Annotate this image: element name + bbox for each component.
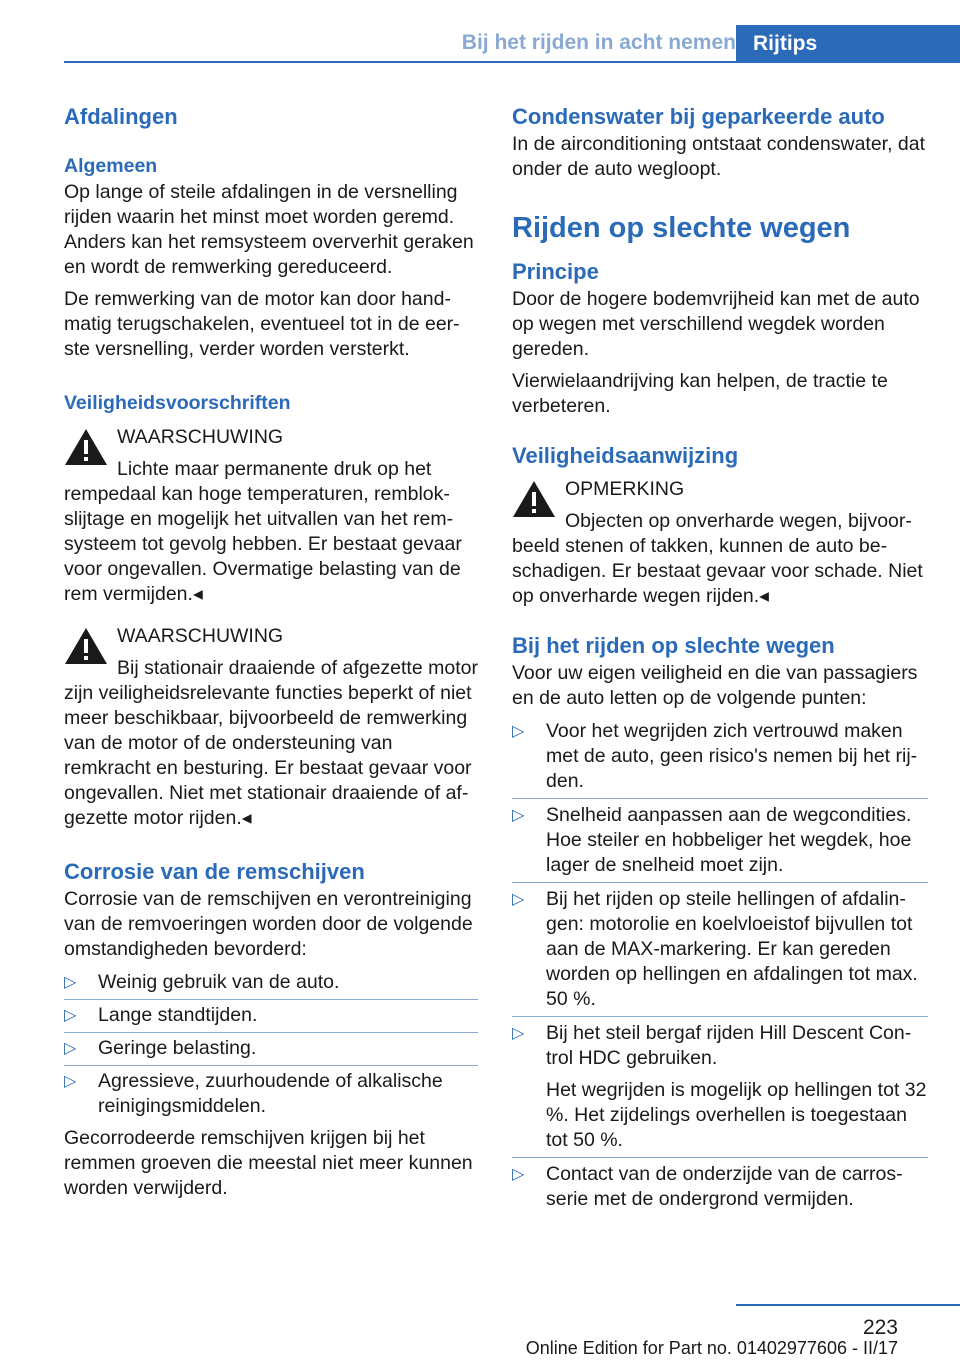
note-box [512,477,928,609]
algemeen-paragraph-1: Op lange of steile afdalingen in de versnelling rijden waarin het minst moet worden geremd. Anders kan het remsysteem oververhit geraken en wordt de remwerking gereduceerd. [64,181,474,278]
slechte-wegen-heading: Rijden op slechte wegen [512,212,851,244]
principe-paragraph-1: Door de hogere bodemvrijheid kan met de auto op wegen met verschillend wegdek worden gereden. [512,288,920,360]
list-item: ▷ Snelheid aanpassen aan de wegcondities. Hoe steiler en hobbeliger het wegdek, hoe lager de snelheid moet zijn. [512,803,928,878]
bullet-triangle-icon: ▷ [512,807,525,824]
list-item: ▷ Agressieve, zuurhoudende of alkalische reinigingsmiddelen. [64,1070,443,1117]
list-item: ▷ Contact van de onderzijde van de carrosserie met de ondergrond vermijden. [512,1163,903,1210]
header-section-title: Bij het rijden in acht nemen [461,31,736,54]
corrosie-paragraph-1: Corrosie van de remschijven en verontreiniging van de remvoeringen worden door de volgende omstandigheden bevorderd: [64,888,473,960]
bij-het-rijden-paragraph: Voor uw eigen veiligheid en die van passagiers en de auto letten op de volgende punten: [512,662,918,709]
principe-heading: Principe [512,259,599,284]
footer-rule [736,1304,960,1306]
bullet-triangle-icon: ▷ [512,723,525,740]
warning-triangle-icon [64,428,108,466]
warning-1-text: Lichte maar permanente druk op het rempedaal kan hoge temperaturen, remblokslijtage en mogelijk het uitvallen van het remsysteem tot gevolg hebben. Er bestaat gevaar voor ongevallen. Overmatige belasting van de rem vermijden.◂ [64,458,462,605]
left-column [64,100,478,1201]
afdalingen-heading: Afdalingen [64,104,178,129]
slechte-wegen-list [512,719,928,1212]
list-item: ▷ Lange standtijden. [64,1003,478,1028]
warning-box-1 [64,425,478,607]
warning-2-text: Bij stationair draaiende of afgezette motor zijn veiligheidsrelevante functies beperkt of niet meer beschikbaar, bijvoorbeeld de remwerking van de motor of de ondersteuning van remkracht en besturing. Er bestaat gevaar voor ongevallen. Niet met stationair draaiende of afgezette motor rijden.◂ [64,657,478,829]
warning-triangle-icon [64,627,108,665]
veiligheidsvoorschriften-heading: Veiligheidsvoorschriften [64,392,291,414]
bullet-triangle-icon: ▷ [512,891,525,908]
warning-2-heading: WAARSCHUWING [117,625,284,647]
corrosie-list [64,970,478,1119]
note-heading: OPMERKING [565,478,685,500]
warning-triangle-icon [512,480,556,518]
corrosie-heading: Corrosie van de remschijven [64,859,365,884]
bullet-triangle-icon: ▷ [64,974,77,991]
header-chapter-tab: Rijtips [736,25,960,62]
bullet-triangle-icon: ▷ [64,1040,77,1057]
bullet-triangle-icon: ▷ [512,1166,525,1183]
list-item: ▷ Voor het wegrijden zich vertrouwd maken met de auto, geen risico's nemen bij het rijden. [512,719,928,794]
bij-het-rijden-heading: Bij het rijden op slechte wegen [512,633,835,658]
veiligheidsaanwijzing-heading: Veiligheidsaanwijzing [512,443,739,468]
condenswater-paragraph: In de airconditioning ontstaat condenswater, dat onder de auto wegloopt. [512,133,926,180]
bullet-triangle-icon: ▷ [64,1007,77,1024]
list-item: ▷ Bij het steil bergaf rijden Hill Descent Control HDC gebruiken. Het wegrijden is mogelijk op hellingen tot 32 %. Het zijdelings overhellen is toegestaan tot 50 %. [512,1021,928,1153]
list-item: ▷ Weinig gebruik van de auto. [64,970,478,995]
list-item: ▷ Geringe belasting. [64,1036,478,1061]
corrosie-paragraph-2: Gecorrodeerde remschijven krijgen bij het remmen groeven die meestal niet meer kunnen worden verwijderd. [64,1127,473,1199]
bullet-triangle-icon: ▷ [64,1073,77,1090]
page-number: 223 [862,1316,898,1339]
condenswater-heading: Condenswater bij geparkeerde auto [512,104,885,129]
edition-note: Online Edition for Part no. 01402977606 - II/17 [525,1338,898,1358]
warning-box-2 [64,624,478,831]
note-text: Objecten op onverharde wegen, bijvoorbeeld stenen of takken, kunnen de auto beschadigen. Er bestaat gevaar voor schade. Niet op onverharde wegen rijden.◂ [512,510,923,607]
right-column [512,100,928,1212]
list-item-extra: Het wegrijden is mogelijk op hellingen tot 32 %. Het zijdelings overhellen is toegestaan tot 50 %. [546,1079,927,1151]
algemeen-paragraph-2: De remwerking van de motor kan door handmatig terugschakelen, eventueel tot in de eerste versnelling, verder worden versterkt. [64,288,460,360]
warning-1-heading: WAARSCHUWING [117,426,284,448]
list-item: ▷ Bij het rijden op steile hellingen of afdalingen: motorolie en koelvloeistof bijvullen tot aan de MAX-markering. Er kan gereden worden op hellingen en afdalingen tot max. 50 %. [512,887,928,1012]
principe-paragraph-2: Vierwielaandrijving kan helpen, de tractie te verbeteren. [512,370,888,417]
algemeen-heading: Algemeen [64,155,158,177]
bullet-triangle-icon: ▷ [512,1025,525,1042]
